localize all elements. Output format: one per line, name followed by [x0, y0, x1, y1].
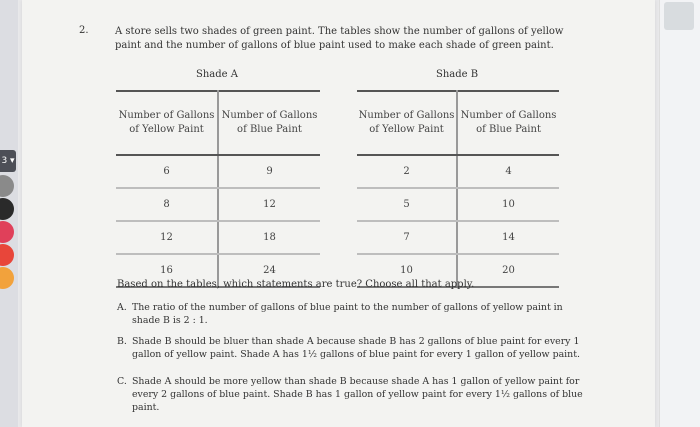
option-text: The ratio of the number of gallons of blue paint to the number of gallons of yellow paint in shade B is 2 : 1. — [132, 302, 563, 326]
color-dot-red-icon[interactable] — [0, 244, 14, 266]
answer-option-b[interactable] — [117, 335, 587, 361]
table-row — [116, 188, 320, 221]
table-cell: 8 — [116, 188, 218, 221]
shade-b-title: Shade B — [436, 69, 479, 80]
table-cell: 9 — [218, 155, 320, 188]
shade-a-title: Shade A — [196, 69, 238, 80]
color-dot-black-icon[interactable] — [0, 198, 14, 220]
table-header: Number of Gallons of Yellow Paint — [357, 91, 457, 155]
table-cell: 20 — [457, 254, 559, 287]
table-row — [357, 155, 559, 188]
option-letter: A. — [117, 302, 127, 313]
table-cell: 18 — [218, 221, 320, 254]
table-cell: 16 — [116, 254, 218, 287]
question-number: 2. — [79, 25, 89, 36]
table-header: Number of Gallons of Yellow Paint — [116, 91, 218, 155]
table-cell: 5 — [357, 188, 457, 221]
right-panel — [659, 0, 700, 427]
answer-option-a[interactable] — [117, 301, 587, 327]
color-dot-gray-icon[interactable] — [0, 175, 14, 197]
page-tab-button[interactable]: 3 ▾ — [0, 150, 16, 172]
table-header: Number of Gallons of Blue Paint — [218, 91, 320, 155]
table-cell: 12 — [218, 188, 320, 221]
shade-a-table — [116, 90, 320, 288]
shade-b-table — [357, 90, 559, 288]
table-row — [116, 155, 320, 188]
table-cell: 10 — [457, 188, 559, 221]
table-cell: 2 — [357, 155, 457, 188]
table-header: Number of Gallons of Blue Paint — [457, 91, 559, 155]
panel-button[interactable] — [664, 2, 694, 30]
table-cell: 7 — [357, 221, 457, 254]
color-dot-pink-icon[interactable] — [0, 221, 14, 243]
table-header-row — [357, 91, 559, 155]
left-toolbar — [0, 0, 18, 427]
table-cell: 10 — [357, 254, 457, 287]
option-letter: B. — [117, 336, 127, 347]
table-cell: 4 — [457, 155, 559, 188]
option-text: Shade B should be bluer than shade A because shade B has 2 gallons of blue paint for every 1 gallon of yellow paint. Shade A has 1½ gallons of blue paint for every 1 gallon of yellow paint. — [132, 336, 580, 360]
table-cell: 14 — [457, 221, 559, 254]
table-cell: 24 — [218, 254, 320, 287]
table-cell: 6 — [116, 155, 218, 188]
table-row — [116, 221, 320, 254]
answer-option-c[interactable] — [117, 375, 587, 414]
table-row — [357, 221, 559, 254]
option-letter: C. — [117, 376, 127, 387]
question-text: A store sells two shades of green paint. The tables show the number of gallons of yellow paint and the number of gallons of blue paint used to make each shade of green paint. — [115, 26, 564, 51]
option-text: Shade A should be more yellow than shade B because shade A has 1 gallon of yellow paint for every 2 gallons of blue paint. Shade B has 1 gallon of yellow paint for every 1½ gallons of blue paint. — [132, 376, 583, 413]
question-prompt: Based on the tables, which statements are true? Choose all that apply. — [117, 279, 475, 290]
color-dot-orange-icon[interactable] — [0, 267, 14, 289]
table-header-row — [116, 91, 320, 155]
table-cell: 12 — [116, 221, 218, 254]
table-row — [357, 188, 559, 221]
